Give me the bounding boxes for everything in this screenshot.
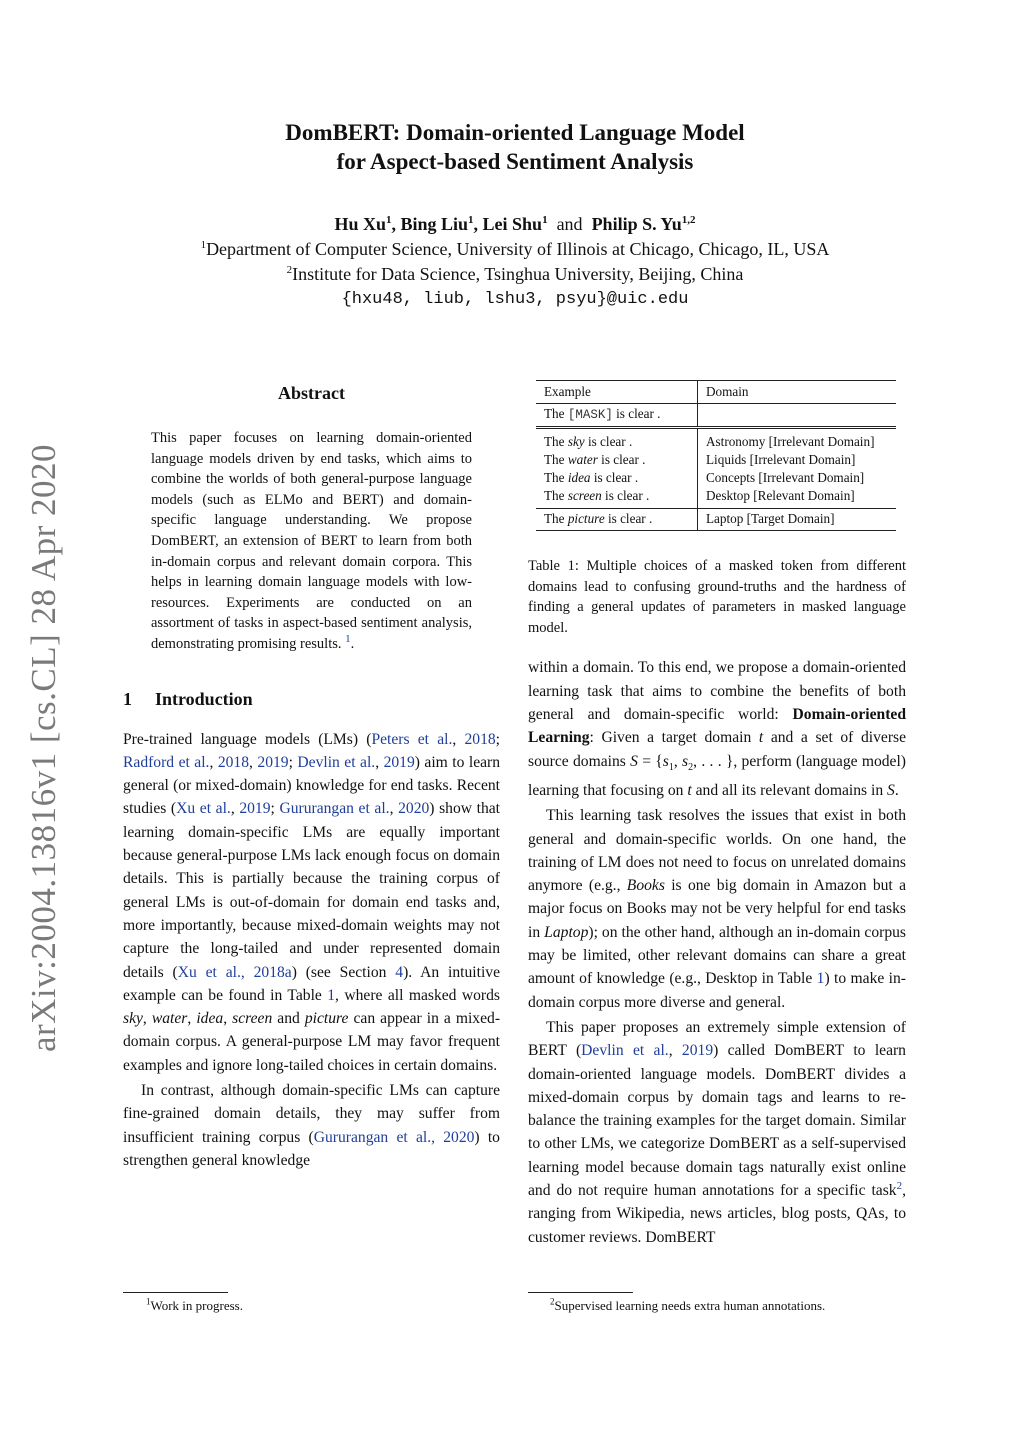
author-1: Hu Xu xyxy=(334,214,386,234)
citation-link[interactable]: 2018 xyxy=(464,730,496,748)
table-row: The sky is clear . Astronomy [Irrelevant Domain] xyxy=(536,428,896,452)
author-4: Philip S. Yu xyxy=(591,214,682,234)
author-2: Bing Liu xyxy=(400,214,469,234)
citation-link[interactable]: 2020 xyxy=(398,800,430,818)
abstract-heading: Abstract xyxy=(278,383,345,403)
title-line-2: for Aspect-based Sentiment Analysis xyxy=(336,149,694,174)
abstract-text: This paper focuses on learning domain-oriented language models driven by end tasks, which aims to combine the worlds of both general-purpose language models (such as ELMo and BERT) and domain-specific language understanding. We propose DomBERT, an extension of BERT to learn from both in-domain corpus and relevant domain corpora. This helps in learning domain language models with low-resources. Experiments are conducted on an assortment of tasks in aspect-based sentiment analysis, demonstrating promising results. $^1$. xyxy=(151,430,472,652)
citation-link[interactable]: 2018 xyxy=(217,753,250,771)
table-header-example: Example xyxy=(536,381,698,404)
citation-link[interactable]: Xu et al. xyxy=(176,800,231,818)
citation-link[interactable]: Gururangan et al., 2020 xyxy=(313,1128,475,1146)
footnote-ref-1[interactable]: 1 xyxy=(345,633,351,646)
table-header-row xyxy=(536,381,896,404)
affiliation-1: $^1$Department of Computer Science, University of Illinois at Chicago, Chicago, IL, USA xyxy=(200,239,830,259)
citation-link[interactable]: Xu et al., 2018a xyxy=(177,963,292,981)
title-line-1: DomBERT: Domain-oriented Language Model xyxy=(285,120,745,145)
example-table xyxy=(536,380,896,531)
footnote-ref-2[interactable]: 2 xyxy=(896,1179,903,1192)
citation-link[interactable]: 2019 xyxy=(383,753,415,771)
right-paragraph-2: This learning task resolves the issues that exist in both general and domain-specific worlds. On one hand, the training of LM does not need to focus on unrelated domains anymore (e.g., Books is one big domain in Amazon but a major focus on Books may not be very helpful for end tasks in Laptop); on the other hand, although an in-domain corpus may be limited, other relevant domains can share a great amount of knowledge (e.g., Desktop in Table 1) to make in-domain corpus more diverse and general. xyxy=(528,807,906,1011)
intro-paragraph-2: In contrast, although domain-specific LMs can capture fine-grained domain details, they may suffer from insufficient training corpus (Gururangan et al., 2020) to strengthen general knowledge xyxy=(123,1081,500,1169)
right-body xyxy=(528,656,906,1249)
table-row: The water is clear . Liquids [Irrelevant Domain] xyxy=(536,451,896,469)
footnote-1: $^1$Work in progress. xyxy=(146,1296,243,1313)
table-row: The idea is clear . Concepts [Irrelevant Domain] xyxy=(536,469,896,487)
arxiv-stamp xyxy=(14,443,74,1053)
footnote-rule-left xyxy=(123,1292,228,1293)
paper-title xyxy=(120,118,910,176)
author-3: Lei Shu xyxy=(482,214,543,234)
table-caption: Table 1: Multiple choices of a masked token from different domains lead to confusing ground-truths and the hardness of finding a general updates of parameters in masked language model. xyxy=(528,558,906,636)
table-ref-link[interactable]: 1 xyxy=(327,986,336,1004)
citation-link[interactable]: Devlin et al. xyxy=(581,1042,669,1060)
right-paragraph-1: within a domain. To this end, we propose a domain-oriented learning task that aims to combine the benefits of both general and domain-specific world: Domain-oriented Learning: Given a target domain t and a set of diverse source domains $S = \{s_1$, $s_2$, . . . }, perform (language model) learning that focusing on t and all its relevant domains in S. xyxy=(528,659,906,799)
intro-paragraph-1: Pre-trained language models (LMs) (Peters et al., 2018; Radford et al., 2018, 2019; Devlin et al., 2019) aim to learn general (or mixed-domain) knowledge for end tasks. Recent studies (Xu et al., 2019; Gururangan et al., 2020) show that learning domain-specific LMs are equally important because general-purpose LMs lack enough focus on domain details. This is partially because the training corpus of general LMs is out-of-domain for domain end tasks and, more importantly, because mixed-domain weights may not capture the long-tailed and under represented domain details (Xu et al., 2018a) (see Section 4). An intuitive example can be found in Table 1, where all masked words sky, water, idea, screen and picture can appear in a mixed-domain corpus. A general-purpose LM may favor frequent examples and ignore long-tailed choices in certain domains. xyxy=(123,730,501,1074)
citation-link[interactable]: 2019 xyxy=(257,753,289,771)
citation-link[interactable]: 2019 xyxy=(681,1042,714,1060)
intro-body xyxy=(123,728,500,1173)
table-row: The screen is clear . Desktop [Relevant Domain] xyxy=(536,487,896,509)
citation-link[interactable]: Radford et al. xyxy=(123,753,210,771)
table-header-domain: Domain xyxy=(698,381,897,404)
table-row: The picture is clear . Laptop [Target Domain] xyxy=(536,509,896,531)
mask-token: [MASK] xyxy=(567,408,613,422)
table-row-mask: The [MASK] is clear . xyxy=(536,404,896,428)
affiliation-2: $^2$Institute for Data Science, Tsinghua University, Beijing, China xyxy=(286,264,744,284)
right-column xyxy=(528,380,906,1249)
author-emails: {hxu48, liub, lshu3, psyu}@uic.edu xyxy=(341,290,689,309)
citation-link[interactable]: 2019 xyxy=(239,800,271,818)
section-ref-link[interactable]: 4 xyxy=(395,963,404,981)
section-heading-introduction: 1 Introduction xyxy=(123,688,253,709)
right-paragraph-3: This paper proposes an extremely simple extension of BERT (Devlin et al., 2019) called DomBERT to learn domain-oriented language models. DomBERT divides a mixed-domain corpus by domain tags and learns to re-balance the training examples for the target domain. Similar to other LMs, we categorize DomBERT as a self-supervised learning model because domain tags naturally exist online and do not require human annotations for a specific task$^2$, ranging from Wikipedia, news articles, blog posts, QAs, to customer reviews. DomBERT xyxy=(528,1018,906,1246)
footnote-rule-right xyxy=(528,1292,633,1293)
table-ref-link[interactable]: 1 xyxy=(816,970,825,988)
citation-link[interactable]: Gururangan et al. xyxy=(279,800,390,818)
author-block xyxy=(120,212,910,312)
arxiv-id: arXiv:2004.13816v1 [cs.CL] 28 Apr 2020 xyxy=(24,443,64,1053)
left-column xyxy=(123,380,500,1172)
author-line: Hu Xu$^1$, Bing Liu$^1$, Lei Shu$^1$ and Philip S. Yu$^{1,2}$ xyxy=(334,214,696,234)
footnote-2: $^2$Supervised learning needs extra human annotations. xyxy=(550,1296,826,1313)
citation-link[interactable]: Peters et al. xyxy=(371,730,453,748)
citation-link[interactable]: Devlin et al. xyxy=(297,753,376,771)
